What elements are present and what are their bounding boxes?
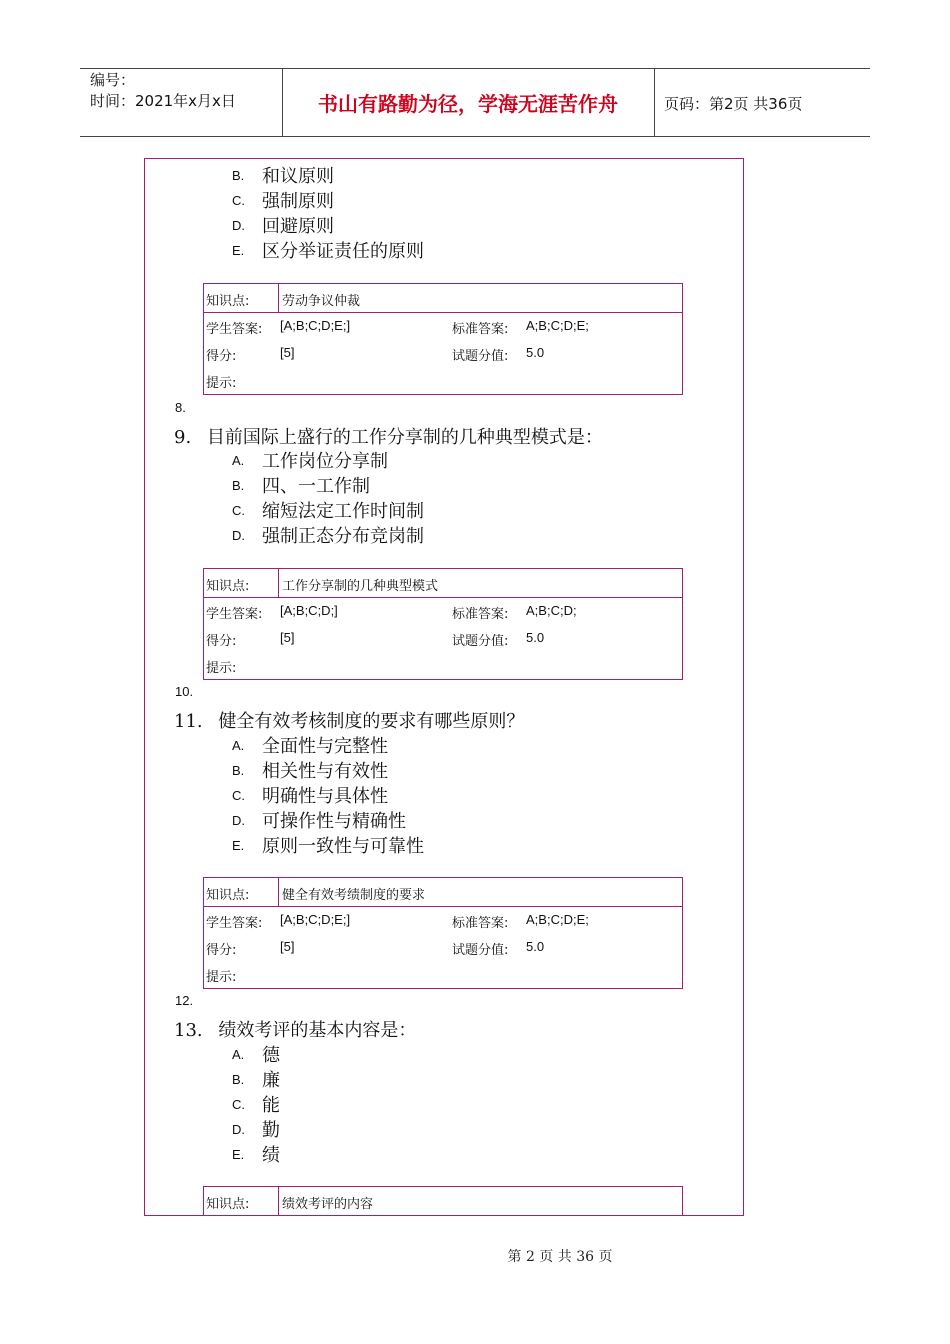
- score-value: [5]: [280, 939, 295, 954]
- option-text: 绩: [262, 1145, 280, 1166]
- option-text: 区分举证责任的原则: [262, 241, 424, 262]
- score-value: [5]: [280, 630, 295, 645]
- score-row: [204, 340, 682, 367]
- student-answer-label: 学生答案:: [206, 322, 263, 337]
- cell-divider: [278, 1187, 279, 1215]
- standard-answer-value: A;B;C;D;E;: [526, 318, 589, 333]
- cell-divider: [278, 569, 279, 597]
- option-letter: C.: [232, 788, 245, 803]
- option-text: 原则一致性与可靠性: [262, 836, 424, 857]
- option-letter: C.: [232, 193, 245, 208]
- knowledge-box-13: [203, 1186, 683, 1216]
- option-text: 勤: [262, 1120, 280, 1141]
- question-number: 11.: [174, 711, 203, 732]
- student-answer-value: [A;B;C;D;E;]: [280, 912, 351, 927]
- score-value: [5]: [280, 345, 295, 360]
- hint-label: 提示:: [206, 970, 237, 985]
- hint-row: [204, 961, 682, 988]
- question-value-label: 试题分值:: [452, 349, 509, 364]
- option-letter: A.: [232, 738, 245, 753]
- knowledge-row: [204, 878, 682, 907]
- question-8-number: 8.: [175, 400, 186, 415]
- knowledge-row: [204, 284, 682, 313]
- knowledge-label: 知识点:: [206, 888, 250, 903]
- knowledge-row: [204, 1187, 682, 1215]
- question-10-number: 10.: [175, 684, 194, 699]
- header-meta: [90, 70, 236, 112]
- knowledge-label: 知识点:: [206, 294, 250, 309]
- knowledge-box-9: [203, 568, 683, 680]
- cell-divider: [278, 878, 279, 906]
- header-motto: 书山有路勤为径，学海无涯苦作舟: [318, 92, 618, 116]
- student-answer-value: [A;B;C;D;E;]: [280, 318, 351, 333]
- option-letter: C.: [232, 1097, 245, 1112]
- option-text: 强制原则: [262, 191, 334, 212]
- knowledge-row: [204, 569, 682, 598]
- question-value: 5.0: [526, 630, 545, 645]
- option-text: 德: [262, 1045, 280, 1066]
- option-letter: B.: [232, 1072, 245, 1087]
- option-text: 缩短法定工作时间制: [262, 501, 424, 522]
- standard-answer-value: A;B;C;D;E;: [526, 912, 589, 927]
- header-time-label: 时间：2021年x月x日: [90, 92, 236, 110]
- knowledge-box-11: [203, 877, 683, 989]
- option-text: 和议原则: [262, 166, 334, 187]
- student-answer-value: [A;B;C;D;]: [280, 603, 338, 618]
- knowledge-value: 工作分享制的几种典型模式: [282, 579, 439, 594]
- answer-row: [204, 313, 682, 340]
- knowledge-label: 知识点:: [206, 1197, 250, 1212]
- option-letter: B.: [232, 478, 245, 493]
- score-row: [204, 934, 682, 961]
- standard-answer-label: 标准答案:: [452, 607, 509, 622]
- option-letter: D.: [232, 218, 245, 233]
- option-letter: A.: [232, 1047, 245, 1062]
- question-text: 健全有效考核制度的要求有哪些原则？: [218, 711, 525, 732]
- knowledge-value: 健全有效考绩制度的要求: [282, 888, 426, 903]
- option-text: 能: [262, 1095, 280, 1116]
- option-text: 明确性与具体性: [262, 786, 388, 807]
- option-letter: B.: [232, 168, 245, 183]
- question-number: 9.: [174, 427, 192, 448]
- hint-row: [204, 652, 682, 679]
- option-letter: E.: [232, 243, 245, 258]
- answer-row: [204, 907, 682, 934]
- answer-row: [204, 598, 682, 625]
- option-text: 相关性与有效性: [262, 761, 388, 782]
- question-value: 5.0: [526, 939, 545, 954]
- option-letter: D.: [232, 813, 245, 828]
- hint-row: [204, 367, 682, 394]
- question-11: [174, 707, 524, 733]
- page-footer: 第 2 页 共 36 页: [507, 1249, 613, 1265]
- option-letter: E.: [232, 1147, 245, 1162]
- knowledge-box-1: [203, 283, 683, 395]
- option-letter: D.: [232, 528, 245, 543]
- question-12-number: 12.: [175, 993, 194, 1008]
- option-letter: D.: [232, 1122, 245, 1137]
- knowledge-label: 知识点:: [206, 579, 250, 594]
- question-number: 13.: [174, 1020, 203, 1041]
- question-13: [174, 1016, 416, 1042]
- cell-divider: [278, 284, 279, 312]
- option-text: 全面性与完整性: [262, 736, 388, 757]
- knowledge-value: 绩效考评的内容: [282, 1197, 374, 1212]
- knowledge-value: 劳动争议仲裁: [282, 294, 361, 309]
- question-text: 目前国际上盛行的工作分享制的几种典型模式是：: [206, 427, 603, 448]
- option-text: 四、一工作制: [262, 476, 370, 497]
- header-page-info: 页码：第2页 共36页: [664, 95, 803, 113]
- student-answer-label: 学生答案:: [206, 607, 263, 622]
- option-letter: B.: [232, 763, 245, 778]
- question-text: 绩效考评的基本内容是：: [218, 1020, 417, 1041]
- option-text: 回避原则: [262, 216, 334, 237]
- score-row: [204, 625, 682, 652]
- option-letter: A.: [232, 453, 245, 468]
- header-bottom-rule: [80, 136, 870, 137]
- question-value: 5.0: [526, 345, 545, 360]
- option-letter: C.: [232, 503, 245, 518]
- student-answer-label: 学生答案:: [206, 916, 263, 931]
- score-label: 得分:: [206, 349, 237, 364]
- header-number-label: 编号：: [90, 71, 136, 89]
- question-value-label: 试题分值:: [452, 943, 509, 958]
- score-label: 得分:: [206, 634, 237, 649]
- option-text: 可操作性与精确性: [262, 811, 406, 832]
- hint-label: 提示:: [206, 661, 237, 676]
- standard-answer-label: 标准答案:: [452, 322, 509, 337]
- header-top-rule: [80, 68, 870, 69]
- standard-answer-label: 标准答案:: [452, 916, 509, 931]
- option-letter: E.: [232, 838, 245, 853]
- score-label: 得分:: [206, 943, 237, 958]
- standard-answer-value: A;B;C;D;: [526, 603, 577, 618]
- option-text: 工作岗位分享制: [262, 451, 388, 472]
- header-divider-right: [654, 68, 655, 136]
- hint-label: 提示:: [206, 376, 237, 391]
- question-9: [174, 423, 603, 449]
- option-text: 强制正态分布竞岗制: [262, 526, 424, 547]
- question-value-label: 试题分值:: [452, 634, 509, 649]
- option-text: 廉: [262, 1070, 280, 1091]
